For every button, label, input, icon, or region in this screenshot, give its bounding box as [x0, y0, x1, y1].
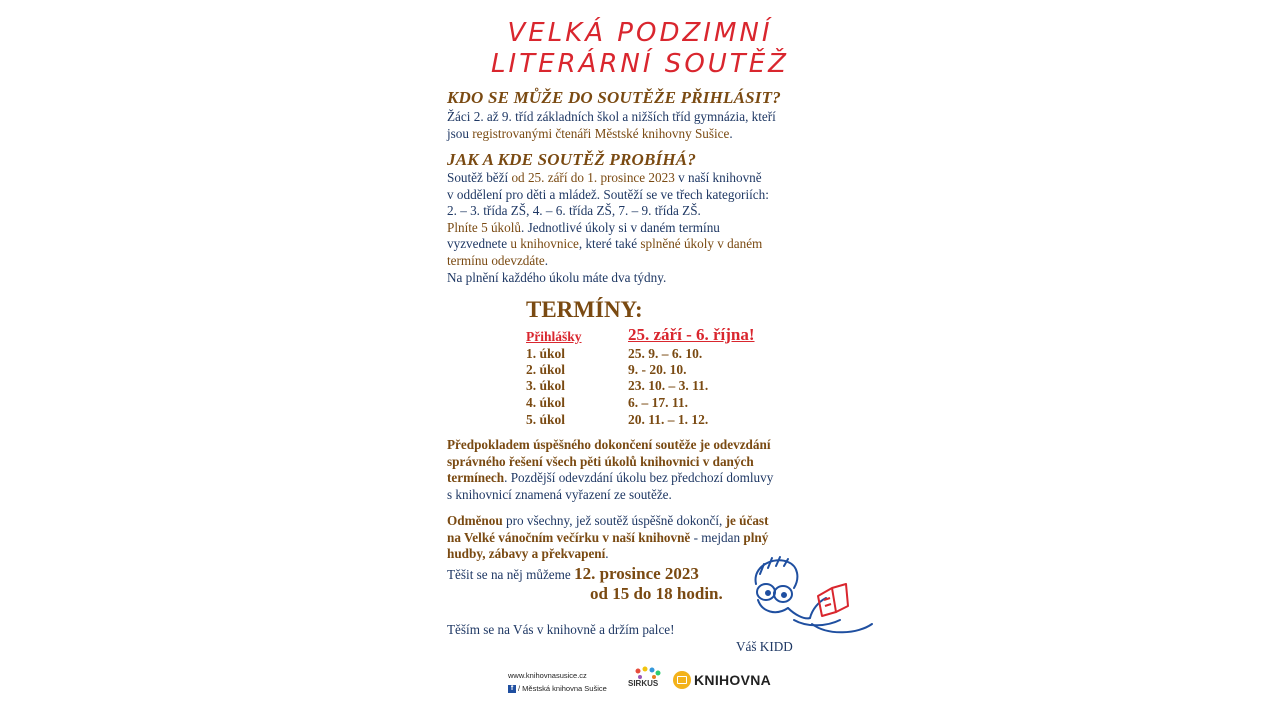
term-value: 6. – 17. 11.: [628, 395, 689, 410]
condition-line1: Předpokladem úspěšného dokončení soutěže je odevzdání: [447, 437, 771, 452]
term-label: 4. úkol: [526, 395, 566, 410]
text: termínu odevzdáte: [447, 252, 545, 268]
party-date: 12. prosince 2023: [574, 564, 699, 583]
condition-text: [447, 437, 832, 503]
text: - mejdan: [690, 529, 744, 545]
text: Těšit se na něj můžeme: [447, 567, 575, 582]
how-line3: 2. – 3. třída ZŠ, 4. – 6. třída ZŠ, 7. – 9. třída ZŠ.: [447, 203, 701, 219]
signature: Váš KIDD: [736, 639, 793, 654]
text: u knihovnice: [510, 236, 579, 252]
how-line6: [447, 253, 832, 270]
text: plný: [743, 529, 769, 545]
who-text: [447, 109, 832, 142]
term-value: 25. 9. – 6. 10.: [628, 346, 703, 361]
who-line1: Žáci 2. až 9. tříd základních škol a nižších tříd gymnázia, kteří: [447, 109, 776, 124]
footer-logos: [500, 660, 775, 700]
text: splněné úkoly v daném: [640, 236, 763, 252]
poster-title-line1: VELKÁ PODZIMNÍ: [507, 18, 773, 48]
term-value: 23. 10. – 3. 11.: [628, 378, 709, 393]
how-line5: [447, 236, 832, 253]
knihovna-label: KNIHOVNA: [694, 672, 772, 688]
how-line7: Na plnění každého úkolu máte dva týdny.: [447, 269, 667, 285]
condition-line2: správného řešení všech pěti úkolů knihovnici v daných: [447, 453, 754, 469]
how-line1: [447, 170, 832, 187]
text: Odměnou: [447, 513, 503, 528]
reward-line2: [447, 530, 832, 547]
condition-line4: s knihovnicí znamená vyřazení ze soutěže.: [447, 486, 672, 502]
terms-heading: TERMÍNY:: [526, 297, 643, 322]
how-line2: v oddělení pro děti a mládež. Soutěží se ve třech kategoriích:: [447, 186, 769, 202]
facebook-link[interactable]: [508, 684, 607, 693]
how-text: [447, 170, 832, 286]
text: jsou: [447, 125, 473, 141]
registration-value: 25. září - 6. října!: [628, 325, 755, 344]
date-range: od 25. září do 1. prosince 2023: [511, 170, 675, 185]
library-name: registrovanými čtenáři Městské knihovny Sušice: [472, 125, 730, 141]
website-link[interactable]: www.knihovnasusice.cz: [508, 671, 587, 680]
reward-line1: [447, 513, 832, 530]
how-line4: [447, 220, 832, 237]
term-label: 5. úkol: [526, 412, 566, 427]
text: , které také: [578, 236, 641, 252]
text: v naší knihovně: [674, 170, 762, 185]
how-heading: JAK A KDE SOUTĚŽ PROBÍHÁ?: [447, 150, 697, 169]
tasks-count: Plníte 5 úkolů: [447, 219, 521, 235]
condition-line3: [447, 470, 832, 487]
text: .: [544, 252, 549, 268]
poster-title-line2: LITERÁRNÍ SOUTĚŽ: [491, 49, 789, 79]
registration-label: Přihlášky: [526, 329, 582, 344]
term-value: 9. - 20. 10.: [628, 362, 687, 377]
text: na Velké vánočním večírku v naší knihovně: [447, 529, 691, 545]
term-label: 1. úkol: [526, 346, 566, 361]
sirkus-label: SIRKUS: [628, 679, 659, 688]
book-icon: [673, 671, 691, 689]
text: . Jednotlivé úkoly si v daném termínu: [521, 219, 720, 235]
facebook-label: / Městská knihovna Sušice: [518, 684, 607, 693]
party-time: od 15 do 18 hodin.: [590, 584, 723, 603]
text: pro všechny, jež soutěž úspěšně dokončí,: [502, 513, 726, 528]
facebook-icon: f: [508, 685, 516, 693]
closing-text: Těším se na Vás v knihovně a držím palce!: [447, 622, 675, 637]
term-value: 20. 11. – 1. 12.: [628, 412, 709, 427]
text: vyzvednete: [447, 236, 511, 252]
text: .: [605, 546, 609, 562]
term-label: 3. úkol: [526, 378, 566, 393]
text: termínech: [447, 470, 505, 486]
text: je účast: [725, 513, 769, 528]
text: Soutěž běží: [447, 170, 512, 185]
text: hudby, zábavy a překvapení: [447, 546, 606, 562]
who-heading: KDO SE MŮŽE DO SOUTĚŽE PŘIHLÁSIT?: [447, 88, 781, 107]
text: . Pozdější odevzdání úkolu bez předchozí domluvy: [504, 470, 774, 486]
who-line2: [447, 126, 832, 143]
term-label: 2. úkol: [526, 362, 566, 377]
text: .: [729, 125, 733, 141]
